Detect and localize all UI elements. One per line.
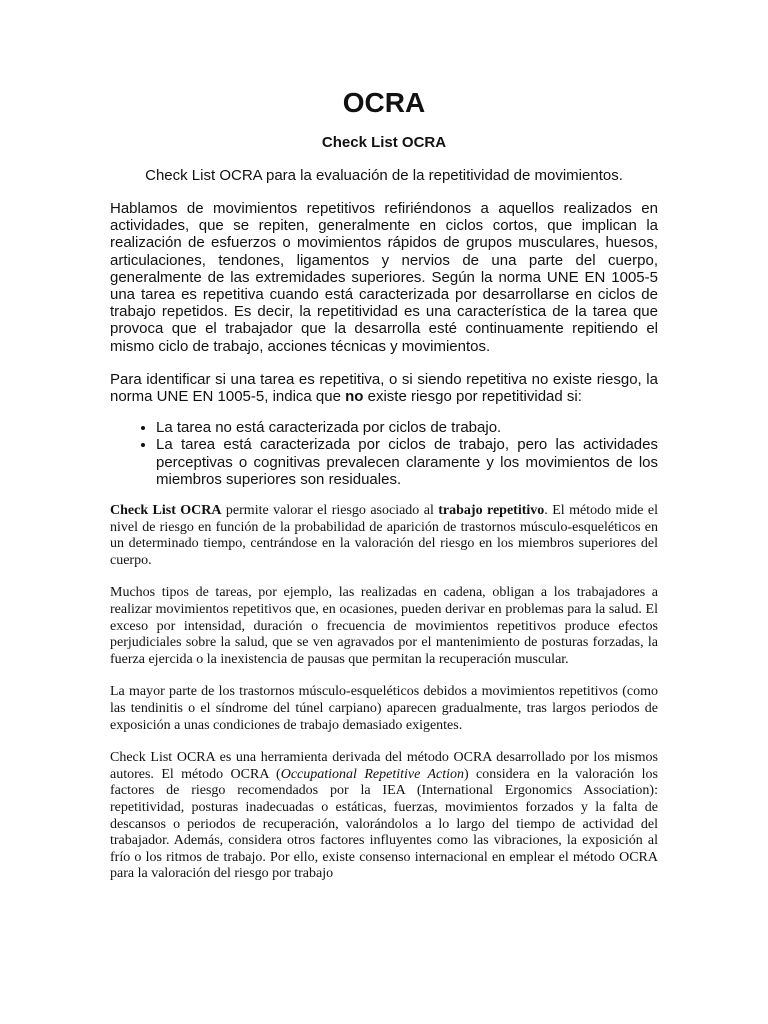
- paragraph-check-list-ocra: [110, 503, 658, 569]
- document-subtitle: Check List OCRA: [321, 134, 447, 151]
- paragraph-risk-identification: [110, 371, 658, 405]
- paragraph-ocra-method: [110, 750, 658, 883]
- paragraph-repetitive-movements: Hablamos de movimientos repetitivos refiriéndonos a aquellos realizados en actividades, que se repiten, generalmente en ciclos cortos, que implican la realización de esfuerzos o movimientos rápidos de grupos musculares, huesos, articulaciones, tendones, ligamentos y nervios de una parte del cuerpo, generalmente de las extremidades superiores. Según la norma UNE EN 1005-5 una tarea es repetitiva cuando está caracterizada por desarrollarse en ciclos de trabajo repetidos. Es decir, la repetitividad es una característica de la tarea que provoca que el trabajador que la desarrolla esté continuamente repitiendo el mismo ciclo de trabajo, acciones técnicas y movimientos.: [110, 200, 658, 355]
- document-page: [110, 86, 658, 883]
- paragraph-risk-text-after: existe riesgo por repetitividad si:: [363, 388, 582, 406]
- intro-line: Check List OCRA para la evaluación de la repetitividad de movimientos.: [145, 167, 623, 184]
- list-item: • La tarea está caracterizada por ciclos de trabajo, pero las actividades perceptivas o cognitivas prevalecen claramente y los movimientos de los miembros superiores son residuales.: [156, 436, 658, 488]
- bullet-list: [110, 419, 658, 488]
- document-title: OCRA: [342, 87, 426, 118]
- paragraph-risk-bold-no: no: [345, 388, 364, 406]
- text-segment: ) considera en la valoración los factores de riesgo recomendados por la IEA (International Ergonomics Association): repetitividad, posturas inadecuadas o estáticas, fuerzas, movimientos forzados y la falta de descansos o periodos de recuperación, valorándolos a lo largo del tiempo de actividad del trabajador. Además, considera otros factores influyentes como las vibraciones, la exposición al frío o los ritmos de trabajo. Por ello, existe consenso internacional en emplear el método OCRA para la valoración del riesgo por trabajo: [110, 766, 659, 882]
- text-segment: Check List OCRA es una herramienta derivada del método OCRA desarrollado por los mismos autores. El método OCRA (: [110, 750, 658, 782]
- italic-occupational-repetitive-action: Occupational Repetitive Action: [280, 766, 464, 782]
- list-item: • La tarea no está caracterizada por ciclos de trabajo.: [156, 419, 658, 436]
- paragraph-disorders: La mayor parte de los trastornos músculo-esqueléticos debidos a movimientos repetitivos (como las tendinitis o el síndrome del túnel carpiano) aparecen gradualmente, tras largos periodos de exposición a unas condiciones de trabajo demasiado exigentes.: [110, 684, 658, 733]
- paragraph-task-types: Muchos tipos de tareas, por ejemplo, las realizadas en cadena, obligan a los trabajadores a realizar movimientos repetitivos que, en ocasiones, pueden derivar en problemas para la salud. El exceso por intensidad, duración o frecuencia de movimientos repetitivos produce efectos perjudiciales sobre la salud, que se ven agravados por el mantenimiento de posturas forzadas, la fuerza ejercida o la inexistencia de pausas que permitan la recuperación muscular.: [110, 585, 658, 667]
- text-segment: permite valorar el riesgo asociado al: [221, 503, 439, 519]
- bold-check-list-ocra: Check List OCRA: [110, 503, 222, 519]
- bold-trabajo-repetitivo: trabajo repetitivo: [438, 503, 545, 519]
- text-segment: . El método mide el nivel de riesgo en función de la probabilidad de aparición de trastornos músculo-esqueléticos en un determinado tiempo, centrándose en la valoración del riesgo en los miembros superiores del cuerpo.: [110, 503, 659, 568]
- paragraph-risk-text-before: Para identificar si una tarea es repetitiva, o si siendo repetitiva no existe riesgo, la norma UNE EN 1005-5, indica que: [110, 370, 658, 406]
